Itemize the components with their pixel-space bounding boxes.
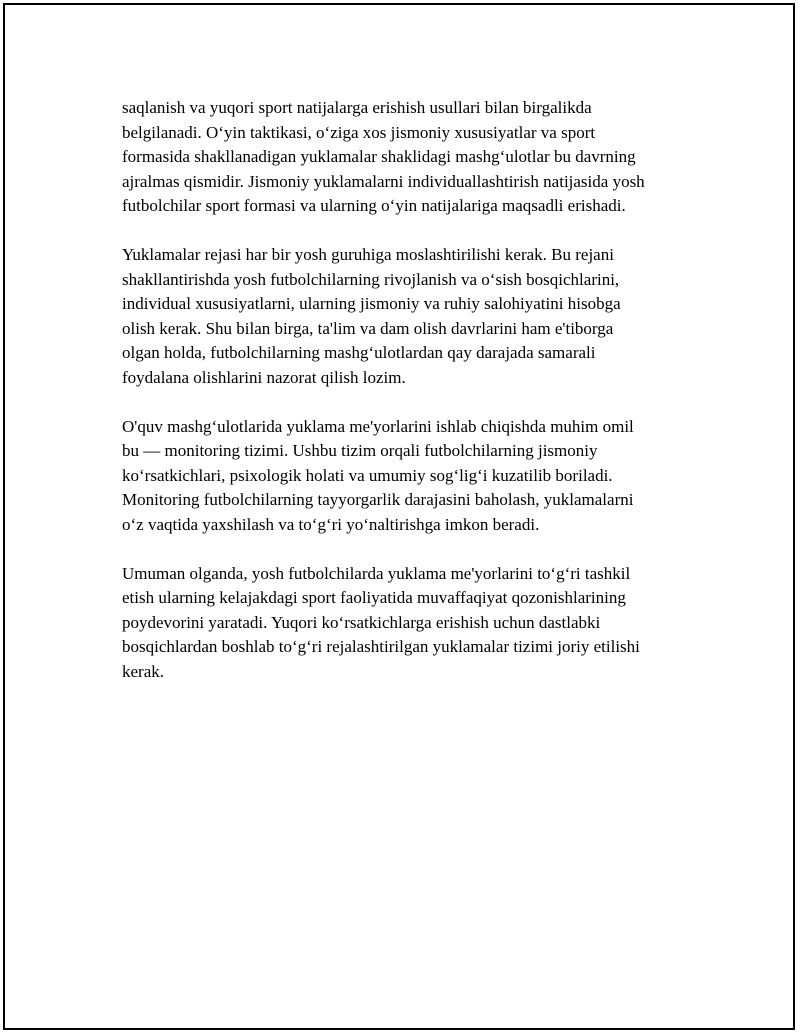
text-line: poydevorini yaratadi. Yuqori ko‘rsatkichlarga erishish uchun dastlabki [122, 612, 601, 632]
text-line: ko‘rsatkichlari, psixologik holati va umumiy sog‘lig‘i kuzatilib boriladi. [122, 465, 613, 485]
text-line: shakllantirishda yosh futbolchilarning rivojlanish va o‘sish bosqichlarini, [122, 269, 620, 289]
paragraph-2 [122, 243, 694, 390]
text-line: bu — monitoring tizimi. Ushbu tizim orqali futbolchilarning jismoniy [122, 441, 598, 460]
paragraph-1 [122, 96, 694, 219]
text-line: o‘z vaqtida yaxshilash va to‘g‘ri yo‘naltirishga imkon beradi. [122, 514, 540, 534]
text-line: kerak. [122, 661, 165, 681]
text-line: etish ularning kelajakdagi sport faoliyatida muvaffaqiyat qozonishlarining [122, 588, 626, 607]
text-line: Monitoring futbolchilarning tayyorgarlik darajasini baholash, yuklamalarni [122, 490, 634, 509]
paragraph-3 [122, 415, 694, 538]
text-line: saqlanish va yuqori sport natijalarga erishish usullari bilan birgalikda [122, 98, 592, 117]
text-line: foydalana olishlarini nazorat qilish lozim. [122, 367, 406, 387]
text-line: individual xususiyatlarni, ularning jismoniy va ruhiy salohiyatini hisobga [122, 294, 621, 313]
text-line: olgan holda, futbolchilarning mashg‘ulotlardan qay darajada samarali [122, 343, 596, 362]
page-frame [3, 3, 795, 1030]
text-line: belgilanadi. O‘yin taktikasi, o‘ziga xos jismoniy xususiyatlar va sport [122, 122, 596, 142]
paragraph-4 [122, 562, 694, 685]
text-line: O'quv mashg‘ulotlarida yuklama me'yorlarini ishlab chiqishda muhim omil [122, 416, 634, 436]
text-line: Umuman olganda, yosh futbolchilarda yuklama me'yorlarini to‘g‘ri tashkil [122, 563, 631, 583]
text-line: formasida shakllanadigan yuklamalar shaklidagi mashg‘ulotlar bu davrning [122, 147, 636, 166]
text-line: Yuklamalar rejasi har bir yosh guruhiga moslashtirilishi kerak. Bu rejani [122, 245, 614, 264]
text-line: ajralmas qismidir. Jismoniy yuklamalarni individuallashtirish natijasida yosh [122, 171, 645, 191]
text-line: futbolchilar sport formasi va ularning o‘yin natijalariga maqsadli erishadi. [122, 196, 626, 215]
text-line: olish kerak. Shu bilan birga, ta'lim va dam olish davrlarini ham e'tiborga [122, 318, 614, 338]
document-body [122, 96, 694, 709]
text-line: bosqichlardan boshlab to‘g‘ri rejalashtirilgan yuklamalar tizimi joriy etilishi [122, 637, 640, 656]
